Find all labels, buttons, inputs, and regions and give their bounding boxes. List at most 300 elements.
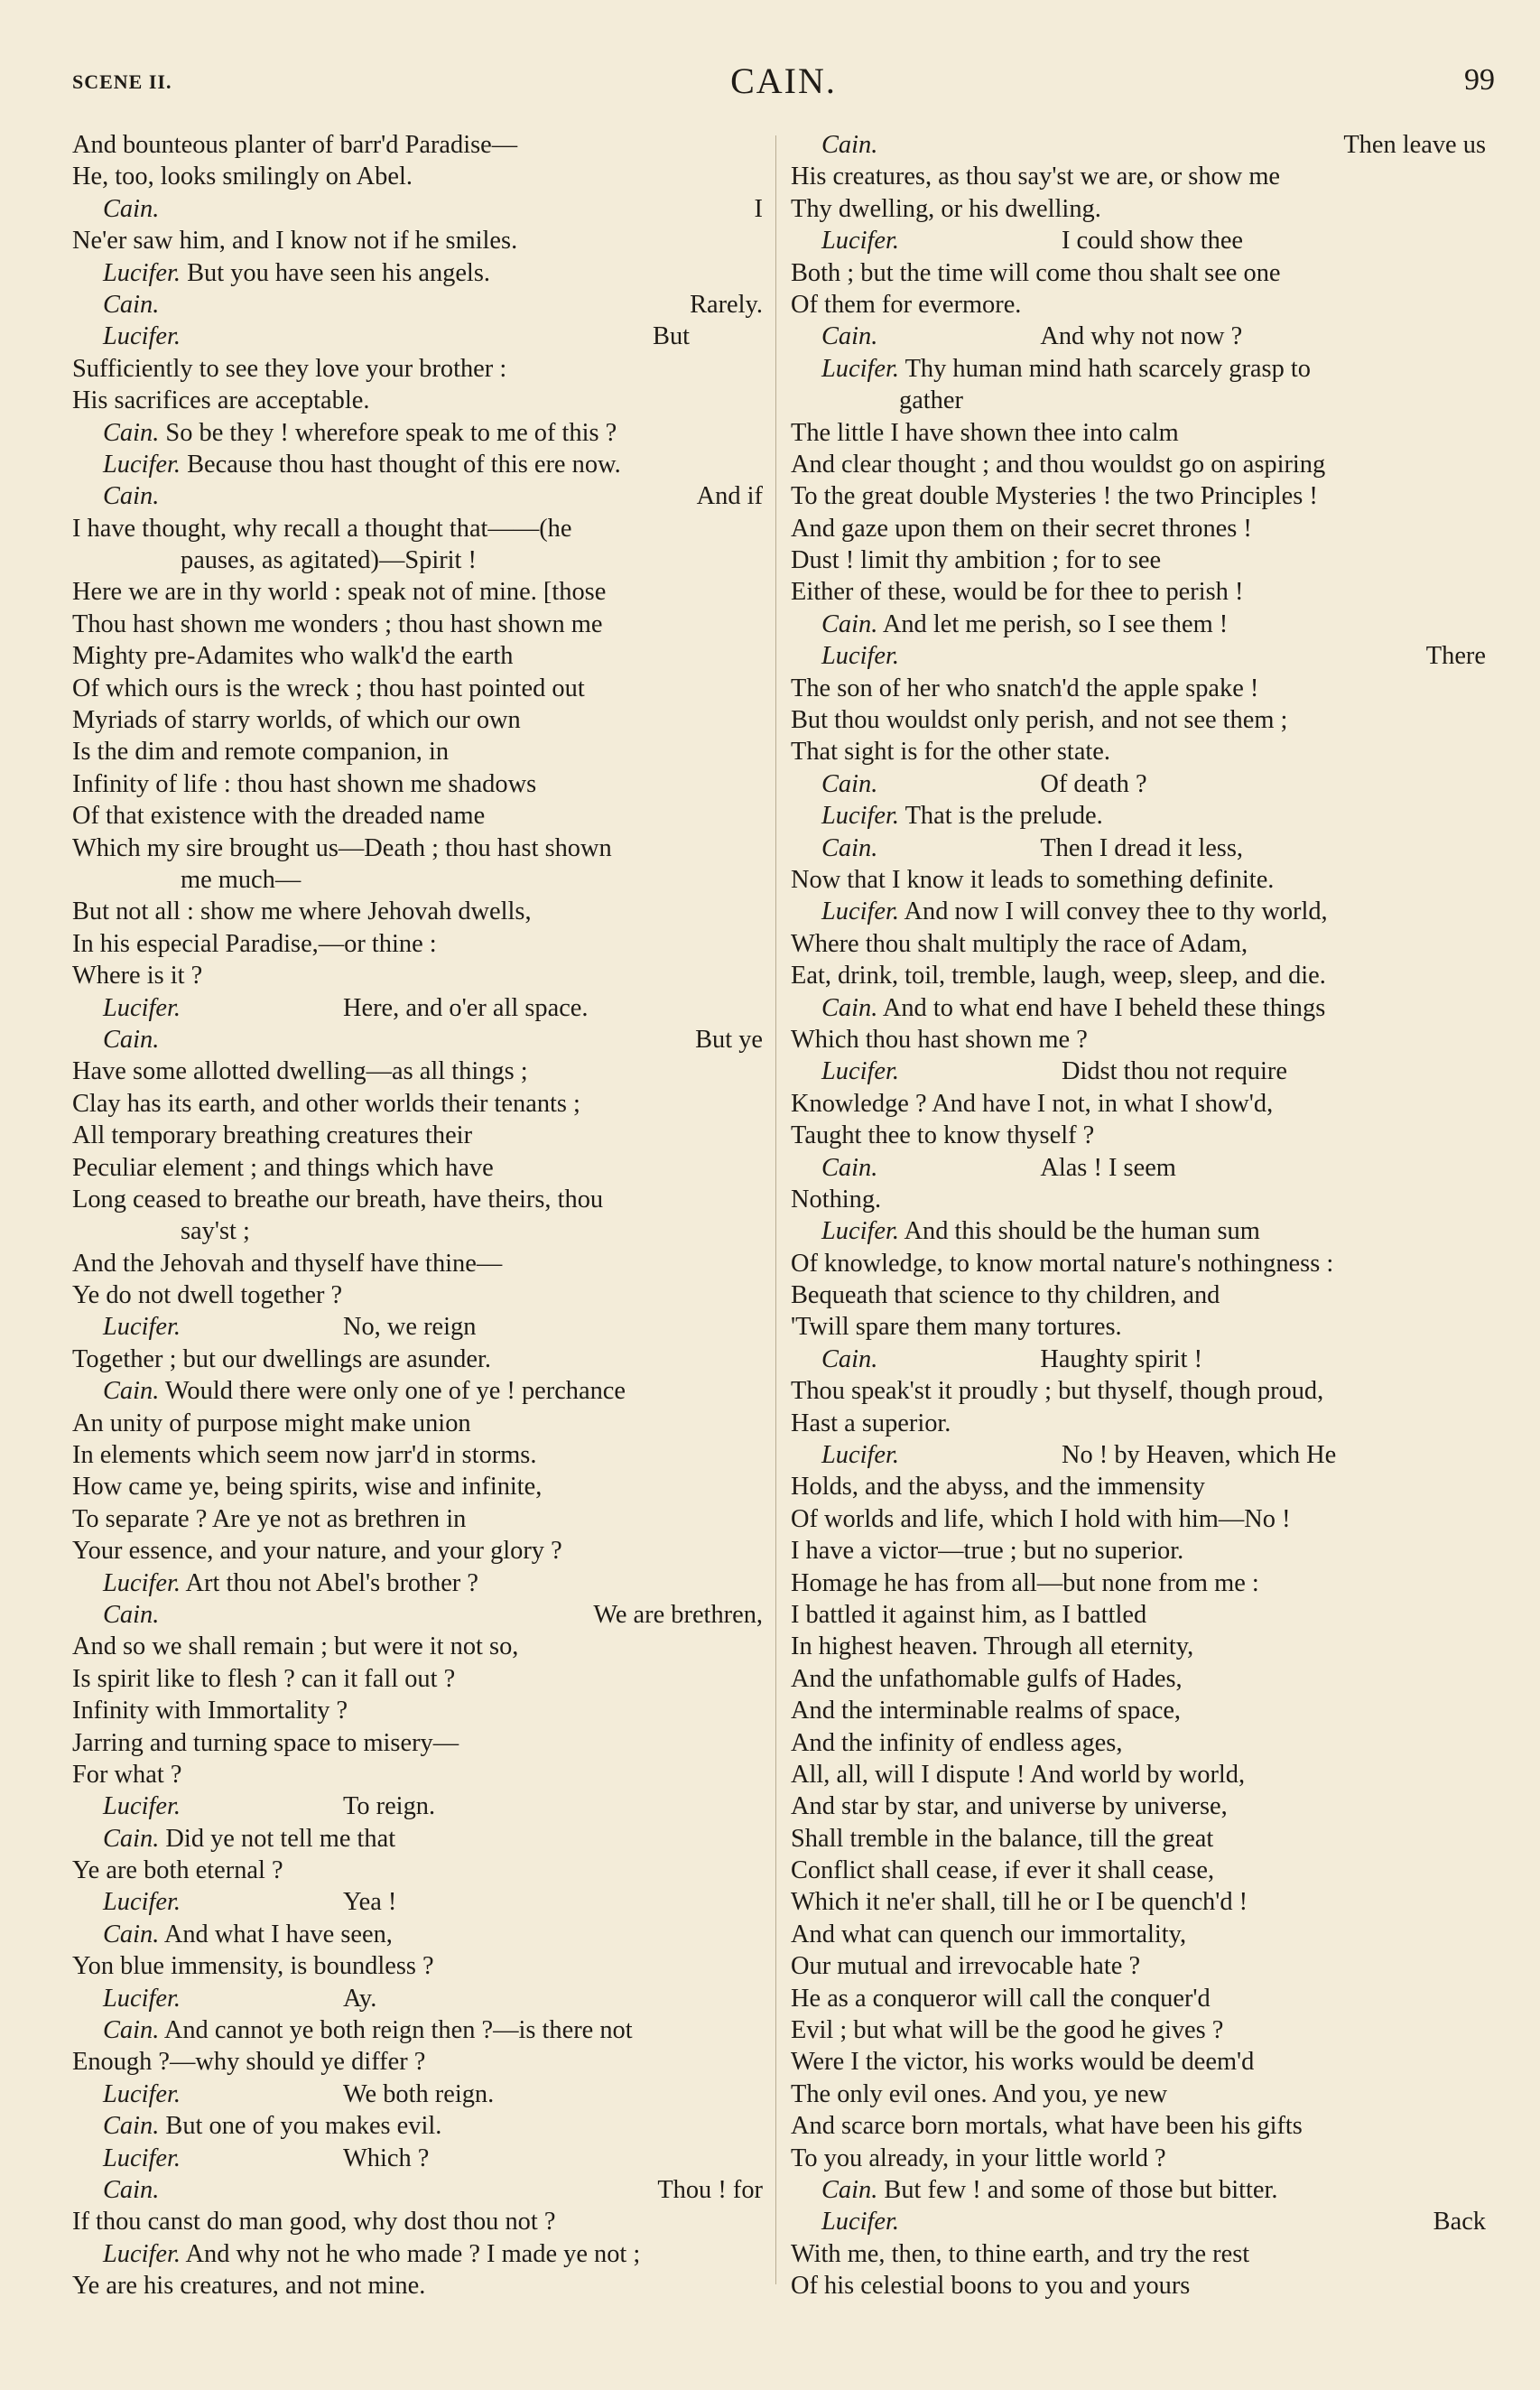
text-line — [72, 1024, 763, 1056]
speaker-name: Cain. — [103, 418, 160, 447]
verse-text: An unity of purpose might make union — [72, 1409, 471, 1437]
text-line — [72, 1248, 763, 1279]
verse-text: His sacrifices are acceptable. — [72, 386, 370, 415]
speaker-name: Cain. — [821, 833, 878, 862]
text-line — [72, 449, 763, 480]
verse-text: Yon blue immensity, is boundless ? — [72, 1952, 434, 1981]
text-line — [72, 2078, 763, 2110]
text-line — [72, 576, 763, 608]
text-line — [72, 289, 763, 321]
speaker-name: Lucifer. — [821, 897, 899, 926]
verse-text: Long ceased to breathe our breath, have theirs, thou — [72, 1185, 604, 1214]
text-line — [72, 1886, 763, 1918]
verse-text: But not all : show me where Jehovah dwells, — [72, 897, 532, 926]
speech-text: Back — [1433, 2208, 1486, 2237]
text-line — [72, 1184, 763, 1215]
text-line — [72, 385, 763, 416]
text-line — [72, 417, 763, 449]
text-line — [791, 161, 1486, 192]
text-line — [791, 1503, 1486, 1535]
verse-text: He as a conqueror will call the conquer'd — [791, 1984, 1211, 2013]
verse-text: I battled it against him, as I battled — [791, 1600, 1147, 1629]
speaker-name: Cain. — [821, 769, 878, 798]
speech-text: And cannot ye both reign then ?—is there not — [163, 2016, 633, 2045]
speaker-name: Cain. — [103, 290, 160, 319]
speech-text: To reign. — [342, 1792, 436, 1821]
speaker-name: Lucifer. — [103, 1888, 181, 1917]
text-line — [791, 2174, 1486, 2206]
text-line — [72, 1855, 763, 1886]
verse-text: Taught thee to know thyself ? — [791, 1121, 1095, 1150]
verse-text: Thou speak'st it proudly ; but thyself, though proud, — [791, 1377, 1324, 1406]
text-line — [791, 321, 1486, 352]
speaker-name: Lucifer. — [821, 227, 899, 256]
scene-label: SCENE II. — [72, 70, 172, 93]
text-line — [791, 640, 1486, 672]
speaker-name: Cain. — [103, 2016, 160, 2045]
verse-text: And gaze upon them on their secret thrones ! — [791, 514, 1252, 543]
verse-text: gather — [899, 386, 963, 415]
verse-text: Shall tremble in the balance, till the great — [791, 1824, 1214, 1853]
speaker-name: Cain. — [821, 609, 878, 638]
text-line — [791, 257, 1486, 289]
text-line — [72, 1983, 763, 2014]
verse-text: I have a victor—true ; but no superior. — [791, 1537, 1184, 1566]
speech-text: No ! by Heaven, which He — [1061, 1441, 1337, 1470]
text-line — [72, 609, 763, 640]
text-line — [72, 1727, 763, 1759]
speech-text: That is the prelude. — [905, 802, 1103, 831]
text-line — [72, 1599, 763, 1631]
verse-text: say'st ; — [181, 1217, 250, 1246]
verse-text: Holds, and the abyss, and the immensity — [791, 1473, 1205, 1502]
verse-text: pauses, as agitated)—Spirit ! — [181, 546, 477, 575]
text-line — [791, 928, 1486, 960]
text-line — [72, 161, 763, 192]
verse-text: And clear thought ; and thou wouldst go on aspiring — [791, 450, 1326, 479]
speech-text: Of death ? — [1040, 769, 1147, 798]
speaker-name: Cain. — [821, 2176, 878, 2204]
verse-text: Either of these, would be for thee to perish ! — [791, 578, 1244, 607]
text-line — [72, 896, 763, 927]
text-line — [791, 2206, 1486, 2237]
verse-text: But thou wouldst only perish, and not see them ; — [791, 706, 1288, 735]
verse-text: Sufficiently to see they love your brother : — [72, 354, 507, 383]
verse-text: Conflict shall cease, if ever it shall cease, — [791, 1856, 1215, 1885]
verse-text: In his especial Paradise,—or thine : — [72, 929, 437, 958]
speech-text: Did ye not tell me that — [165, 1824, 396, 1853]
speaker-name: Cain. — [821, 322, 878, 351]
speech-text: Here, and o'er all space. — [342, 993, 589, 1022]
speech-text: But you have seen his angels. — [187, 258, 490, 287]
verse-text: I have thought, why recall a thought that——(he — [72, 514, 572, 543]
verse-text: Both ; but the time will come thou shalt see one — [791, 258, 1281, 287]
text-line — [72, 1215, 763, 1247]
text-line — [791, 1631, 1486, 1662]
text-line — [791, 2143, 1486, 2174]
text-line — [72, 1439, 763, 1471]
text-line — [72, 992, 763, 1024]
verse-text: Knowledge ? And have I not, in what I show'd, — [791, 1089, 1274, 1118]
text-line — [72, 1759, 763, 1790]
speaker-name: Lucifer. — [821, 1057, 899, 1086]
speaker-name: Cain. — [103, 1600, 160, 1629]
text-line — [72, 960, 763, 991]
verse-text: Where is it ? — [72, 962, 203, 990]
right-column — [791, 129, 1486, 2302]
text-line — [72, 1631, 763, 1662]
verse-text: Together ; but our dwellings are asunder. — [72, 1344, 491, 1373]
text-line — [791, 1950, 1486, 1982]
verse-text: And the interminable realms of space, — [791, 1697, 1182, 1725]
text-line — [72, 1790, 763, 1822]
verse-text: And the unfathomable gulfs of Hades, — [791, 1664, 1183, 1693]
text-line — [72, 2174, 763, 2206]
text-line — [791, 1344, 1486, 1375]
verse-text: And the infinity of endless ages, — [791, 1728, 1123, 1757]
speech-text: And why not now ? — [1040, 322, 1243, 351]
speech-text: Then I dread it less, — [1040, 833, 1243, 862]
verse-text: Bequeath that science to thy children, and — [791, 1281, 1220, 1310]
verse-text: Of them for evermore. — [791, 290, 1022, 319]
speaker-name: Cain. — [103, 482, 160, 511]
text-line — [791, 896, 1486, 927]
speech-text: Yea ! — [342, 1888, 397, 1917]
verse-text: Ye are his creatures, and not mine. — [72, 2272, 426, 2301]
verse-text: Infinity with Immortality ? — [72, 1697, 348, 1725]
text-line — [72, 1152, 763, 1184]
text-line — [791, 385, 1486, 416]
text-line — [791, 832, 1486, 864]
left-column — [72, 129, 763, 2302]
text-line — [791, 576, 1486, 608]
speech-text: And this should be the human sum — [904, 1217, 1260, 1246]
speech-text: So be they ! wherefore speak to me of this ? — [165, 418, 617, 447]
verse-text: Thy dwelling, or his dwelling. — [791, 194, 1101, 223]
speaker-name: Cain. — [821, 993, 878, 1022]
verse-text: And the Jehovah and thyself have thine— — [72, 1249, 503, 1278]
text-line — [72, 1919, 763, 1950]
speech-text: Because thou hast thought of this ere now. — [187, 450, 621, 479]
speaker-name: Lucifer. — [821, 2208, 899, 2237]
speech-text: I — [754, 194, 763, 223]
speaker-name: Cain. — [103, 194, 160, 223]
text-line — [791, 1184, 1486, 1215]
verse-text: He, too, looks smilingly on Abel. — [72, 163, 413, 191]
text-line — [791, 2046, 1486, 2078]
speaker-name: Lucifer. — [103, 1984, 181, 2013]
speech-text: Haughty spirit ! — [1040, 1344, 1203, 1373]
text-line — [791, 353, 1486, 385]
text-line — [72, 864, 763, 896]
verse-text: And scarce born mortals, what have been his gifts — [791, 2112, 1303, 2141]
text-line — [72, 1120, 763, 1151]
text-line — [791, 1823, 1486, 1855]
verse-text: Evil ; but what will be the good he gives ? — [791, 2016, 1224, 2045]
speaker-name: Lucifer. — [103, 2079, 181, 2108]
text-line — [72, 1663, 763, 1695]
speaker-name: Lucifer. — [103, 993, 181, 1022]
verse-text: And so we shall remain ; but were it not so, — [72, 1632, 519, 1661]
page-title: CAIN. — [730, 60, 837, 101]
speech-text: But ye — [695, 1025, 763, 1054]
text-line — [72, 225, 763, 256]
speaker-name: Cain. — [103, 1824, 160, 1853]
verse-text: Peculiar element ; and things which have — [72, 1153, 494, 1182]
verse-text: Jarring and turning space to misery— — [72, 1728, 459, 1757]
verse-text: For what ? — [72, 1760, 182, 1789]
speaker-name: Lucifer. — [103, 258, 181, 287]
text-line — [72, 1535, 763, 1567]
text-line — [72, 2270, 763, 2302]
speech-text: And why not he who made ? I made ye not ; — [185, 2239, 641, 2268]
verse-text: Is spirit like to flesh ? can it fall out ? — [72, 1664, 456, 1693]
speaker-name: Cain. — [103, 1920, 160, 1948]
speech-text: Thy human mind hath scarcely grasp to — [905, 354, 1311, 383]
verse-text: Here we are in thy world : speak not of mine. [those — [72, 578, 607, 607]
speaker-name: Cain. — [103, 2176, 160, 2204]
text-line — [791, 513, 1486, 544]
verse-text: Of worlds and life, which I hold with him—No ! — [791, 1504, 1291, 1533]
text-line — [72, 2110, 763, 2142]
text-line — [72, 1375, 763, 1407]
text-line — [791, 768, 1486, 800]
text-line — [791, 2078, 1486, 2110]
speaker-name: Lucifer. — [821, 354, 899, 383]
verse-text: Of knowledge, to know mortal nature's nothingness : — [791, 1249, 1334, 1278]
running-header — [72, 60, 1495, 114]
text-line — [72, 2238, 763, 2270]
text-line — [72, 1088, 763, 1120]
text-line — [791, 1088, 1486, 1120]
verse-text: The son of her who snatch'd the apple spake ! — [791, 674, 1259, 702]
speaker-name: Cain. — [103, 1025, 160, 1054]
verse-text: With me, then, to thine earth, and try the rest — [791, 2239, 1250, 2268]
verse-text: Have some allotted dwelling—as all things ; — [72, 1057, 528, 1086]
text-line — [72, 673, 763, 704]
verse-text: And star by star, and universe by universe, — [791, 1792, 1228, 1821]
speech-text: We both reign. — [342, 2079, 495, 2108]
text-line — [791, 1727, 1486, 1759]
text-line — [791, 1790, 1486, 1822]
verse-text: Your essence, and your nature, and your glory ? — [72, 1537, 562, 1566]
speech-text: There — [1425, 642, 1486, 671]
text-line — [791, 1983, 1486, 2014]
speaker-name: Lucifer. — [103, 450, 181, 479]
text-line — [72, 257, 763, 289]
verse-text: Were I the victor, his works would be deem'd — [791, 2048, 1255, 2077]
verse-text: Of which ours is the wreck ; thou hast pointed out — [72, 674, 585, 702]
verse-text: Ne'er saw him, and I know not if he smiles. — [72, 227, 518, 256]
verse-text: In highest heaven. Through all eternity, — [791, 1632, 1194, 1661]
text-line — [791, 2014, 1486, 2046]
speech-text: And what I have seen, — [163, 1920, 393, 1948]
text-line — [791, 417, 1486, 449]
speaker-name: Lucifer. — [103, 1313, 181, 1342]
text-line — [791, 1567, 1486, 1599]
text-line — [791, 1056, 1486, 1087]
text-line — [72, 544, 763, 576]
speech-text: We are brethren, — [593, 1600, 763, 1629]
speaker-name: Cain. — [821, 1344, 878, 1373]
verse-text: Is the dim and remote companion, in — [72, 738, 450, 767]
speech-text: Rarely. — [690, 290, 763, 319]
speaker-name: Lucifer. — [821, 1441, 899, 1470]
verse-text: If thou canst do man good, why dost thou not ? — [72, 2208, 556, 2237]
verse-text: In elements which seem now jarr'd in storms. — [72, 1441, 537, 1470]
text-line — [72, 832, 763, 864]
speaker-name: Lucifer. — [103, 2144, 181, 2172]
speaker-name: Lucifer. — [103, 2239, 181, 2268]
text-line — [791, 289, 1486, 321]
verse-text: Which thou hast shown me ? — [791, 1025, 1088, 1054]
verse-text: To the great double Mysteries ! the two Principles ! — [791, 482, 1318, 511]
verse-text: Hast a superior. — [791, 1409, 951, 1437]
speech-text: I could show thee — [1061, 227, 1244, 256]
verse-text: Of that existence with the dreaded name — [72, 802, 486, 831]
speech-text: But — [653, 322, 691, 351]
verse-text: Homage he has from all—but none from me : — [791, 1568, 1259, 1597]
speaker-name: Lucifer. — [821, 802, 899, 831]
text-line — [72, 800, 763, 832]
speaker-name: Lucifer. — [821, 1217, 899, 1246]
speech-text: And to what end have I beheld these things — [882, 993, 1326, 1022]
text-line — [791, 544, 1486, 576]
speaker-name: Cain. — [821, 1153, 878, 1182]
text-line — [791, 800, 1486, 832]
verse-text: And bounteous planter of barr'd Paradise— — [72, 131, 518, 159]
speech-text: But one of you makes evil. — [165, 2112, 442, 2141]
verse-text: All temporary breathing creatures their — [72, 1121, 473, 1150]
speech-text: Would there were only one of ye ! perchance — [164, 1377, 626, 1406]
text-line — [72, 2014, 763, 2046]
speaker-name: Lucifer. — [103, 1792, 181, 1821]
page-number: 99 — [1464, 63, 1495, 97]
verse-text: How came ye, being spirits, wise and infinite, — [72, 1473, 543, 1502]
speech-text: Which ? — [342, 2144, 430, 2172]
text-line — [791, 992, 1486, 1024]
verse-text: All, all, will I dispute ! And world by world, — [791, 1760, 1246, 1789]
text-line — [791, 1439, 1486, 1471]
text-line — [791, 704, 1486, 736]
text-line — [72, 736, 763, 767]
text-line — [72, 1695, 763, 1726]
text-line — [72, 1344, 763, 1375]
verse-text: Clay has its earth, and other worlds their tenants ; — [72, 1089, 580, 1118]
text-line — [791, 1311, 1486, 1343]
verse-text: 'Twill spare them many tortures. — [791, 1313, 1122, 1342]
verse-text: To you already, in your little world ? — [791, 2144, 1166, 2172]
text-line — [791, 609, 1486, 640]
speech-text: Ay. — [342, 1984, 377, 2013]
text-line — [791, 193, 1486, 225]
text-line — [791, 480, 1486, 512]
verse-text: Now that I know it leads to something definite. — [791, 865, 1275, 894]
text-line — [72, 2046, 763, 2078]
verse-text: Infinity of life : thou hast shown me shadows — [72, 769, 537, 798]
text-line — [791, 1152, 1486, 1184]
text-line — [72, 704, 763, 736]
verse-text: Which my sire brought us—Death ; thou hast shown — [72, 833, 612, 862]
speech-text: And let me perish, so I see them ! — [882, 609, 1229, 638]
speech-text: Thou ! for — [657, 2176, 763, 2204]
speaker-name: Lucifer. — [103, 1568, 181, 1597]
text-line — [791, 1886, 1486, 1918]
speaker-name: Lucifer. — [821, 642, 899, 671]
text-line — [72, 129, 763, 161]
verse-text: Which it ne'er shall, till he or I be quench'd ! — [791, 1888, 1248, 1917]
text-line — [72, 2143, 763, 2174]
text-line — [72, 1823, 763, 1855]
text-line — [72, 353, 763, 385]
text-line — [72, 513, 763, 544]
text-line — [791, 1024, 1486, 1056]
text-line — [791, 2110, 1486, 2142]
text-line — [791, 2238, 1486, 2270]
verse-text: Of his celestial boons to you and yours — [791, 2272, 1191, 2301]
verse-text: To separate ? Are ye not as brethren in — [72, 1504, 467, 1533]
verse-text: His creatures, as thou say'st we are, or show me — [791, 163, 1281, 191]
speech-text: And now I will convey thee to thy world, — [904, 897, 1328, 926]
text-line — [72, 1567, 763, 1599]
verse-text: That sight is for the other state. — [791, 738, 1111, 767]
text-line — [791, 1599, 1486, 1631]
verse-text: Thou hast shown me wonders ; thou hast shown me — [72, 609, 603, 638]
speech-text: No, we reign — [342, 1313, 477, 1342]
verse-text: The little I have shown thee into calm — [791, 418, 1179, 447]
text-line — [72, 321, 763, 352]
verse-text: Dust ! limit thy ambition ; for to see — [791, 546, 1162, 575]
speaker-name: Lucifer. — [103, 322, 181, 351]
verse-text: Ye are both eternal ? — [72, 1856, 283, 1885]
text-line — [72, 480, 763, 512]
text-line — [791, 1215, 1486, 1247]
text-line — [791, 225, 1486, 256]
text-line — [791, 1471, 1486, 1502]
text-line — [791, 673, 1486, 704]
text-line — [72, 1279, 763, 1311]
column-divider — [775, 135, 776, 2284]
verse-text: Enough ?—why should ye differ ? — [72, 2048, 426, 2077]
verse-text: me much— — [181, 865, 302, 894]
text-line — [791, 449, 1486, 480]
speaker-name: Cain. — [103, 1377, 160, 1406]
text-line — [791, 1535, 1486, 1567]
speech-text: Then leave us — [1343, 131, 1486, 159]
text-line — [72, 928, 763, 960]
text-line — [791, 864, 1486, 896]
speech-text: Didst thou not require — [1061, 1057, 1287, 1086]
verse-text: Mighty pre-Adamites who walk'd the earth — [72, 642, 514, 671]
text-line — [72, 768, 763, 800]
speaker-name: Cain. — [821, 131, 878, 159]
text-line — [791, 736, 1486, 767]
text-line — [72, 193, 763, 225]
text-line — [791, 1408, 1486, 1439]
text-line — [72, 1471, 763, 1502]
text-line — [791, 1919, 1486, 1950]
text-line — [72, 1408, 763, 1439]
text-line — [791, 1279, 1486, 1311]
text-line — [791, 1695, 1486, 1726]
text-line — [791, 1663, 1486, 1695]
verse-text: Our mutual and irrevocable hate ? — [791, 1952, 1141, 1981]
text-line — [72, 1311, 763, 1343]
speech-text: And if — [696, 482, 763, 511]
speech-text: Alas ! I seem — [1040, 1153, 1176, 1182]
text-line — [72, 1950, 763, 1982]
text-line — [791, 2270, 1486, 2302]
